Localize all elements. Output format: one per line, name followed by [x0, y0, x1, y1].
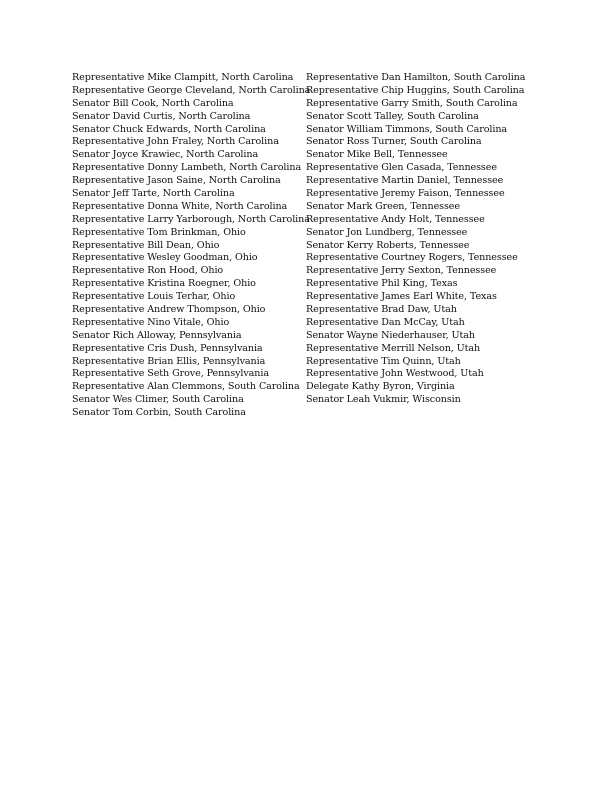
- signatory-entry: Representative Chip Huggins, South Carolina: [306, 84, 525, 96]
- signatory-entry: Representative John Westwood, Utah: [306, 368, 484, 380]
- signatory-entry: Representative Andrew Thompson, Ohio: [72, 304, 266, 316]
- signatory-entry: Representative Dan Hamilton, South Carolina: [306, 72, 526, 83]
- signatory-entry: Representative Donny Lambeth, North Carolina: [72, 162, 302, 174]
- signatory-entry: Representative Tim Quinn, Utah: [306, 355, 461, 367]
- signatory-entry: Senator Bill Cook, North Carolina: [72, 97, 234, 109]
- signatory-entry: Senator William Timmons, South Carolina: [306, 123, 508, 135]
- signatory-entry: Representative Ron Hood, Ohio: [72, 265, 224, 277]
- signatory-entry: Representative Jeremy Faison, Tennessee: [306, 188, 505, 200]
- signatory-entry: Representative Bill Dean, Ohio: [72, 239, 220, 251]
- signatory-entry: Senator Kerry Roberts, Tennessee: [306, 239, 470, 251]
- signatory-entry: Representative Alan Clemmons, South Carolina: [72, 381, 300, 393]
- signatory-entry: Senator Jeff Tarte, North Carolina: [72, 188, 235, 200]
- signatory-entry: Representative Courtney Rogers, Tennessee: [306, 252, 518, 264]
- signatory-entry: Senator Mark Green, Tennessee: [306, 200, 460, 212]
- signatory-entry: Representative Brad Daw, Utah: [306, 304, 457, 316]
- signatory-entry: Senator Rich Alloway, Pennsylvania: [72, 329, 242, 341]
- signatory-entry: Representative Tom Brinkman, Ohio: [72, 226, 246, 238]
- signatory-entry: Representative Andy Holt, Tennessee: [306, 213, 485, 225]
- signatory-entry: Senator Mike Bell, Tennessee: [306, 149, 448, 161]
- signatory-entry: Representative Brian Ellis, Pennsylvania: [72, 355, 266, 367]
- signatory-entry: Senator Wayne Niederhauser, Utah: [306, 329, 475, 341]
- signatory-entry: Representative Jerry Sexton, Tennessee: [306, 265, 497, 277]
- signatory-entry: Representative James Earl White, Texas: [306, 291, 497, 303]
- signatory-entry: Representative Larry Yarborough, North Carolina: [72, 213, 310, 225]
- signatory-entry: Representative Nino Vitale, Ohio: [72, 316, 230, 328]
- signatory-entry: Representative Mike Clampitt, North Carolina: [72, 72, 294, 83]
- signatory-entry: Representative Glen Casada, Tennessee: [306, 162, 497, 174]
- signatory-entry: Representative Dan McCay, Utah: [306, 316, 465, 328]
- signatory-entry: Representative Donna White, North Carolina: [72, 200, 288, 212]
- signatory-entry: Representative Seth Grove, Pennsylvania: [72, 368, 269, 380]
- signatory-entry: Senator Tom Corbin, South Carolina: [72, 407, 246, 419]
- signatory-entry: Delegate Kathy Byron, Virginia: [306, 381, 455, 393]
- signatory-entry: Senator Jon Lundberg, Tennessee: [306, 226, 468, 238]
- signatory-entry: Representative Cris Dush, Pennsylvania: [72, 342, 263, 354]
- signatory-entry: Representative Wesley Goodman, Ohio: [72, 252, 258, 264]
- signatory-entry: Representative George Cleveland, North Carolina: [72, 84, 311, 96]
- signatory-entry: Senator Wes Climer, South Carolina: [72, 394, 244, 406]
- signatory-entry: Senator Ross Turner, South Carolina: [306, 136, 482, 148]
- signatory-list-left: [72, 72, 311, 420]
- signatory-entry: Representative Jason Saine, North Carolina: [72, 175, 281, 187]
- signatory-entry: Representative Martin Daniel, Tennessee: [306, 175, 504, 187]
- signatory-entry: Representative Kristina Roegner, Ohio: [72, 278, 256, 290]
- signatory-entry: Senator David Curtis, North Carolina: [72, 110, 251, 122]
- signatory-entry: Representative Phil King, Texas: [306, 278, 458, 290]
- signatory-list-right: [306, 72, 540, 407]
- signatory-entry: Representative Louis Terhar, Ohio: [72, 291, 236, 303]
- signatory-entry: Senator Chuck Edwards, North Carolina: [72, 123, 266, 135]
- signatory-entry: Senator Leah Vukmir, Wisconsin: [306, 394, 461, 406]
- signatory-entry: Representative Garry Smith, South Carolina: [306, 97, 518, 109]
- signatory-entry: Representative John Fraley, North Carolina: [72, 136, 279, 148]
- signatory-entry: Senator Joyce Krawiec, North Carolina: [72, 149, 259, 161]
- signatory-entry: Senator Scott Talley, South Carolina: [306, 110, 479, 122]
- signatory-entry: Representative Merrill Nelson, Utah: [306, 342, 481, 354]
